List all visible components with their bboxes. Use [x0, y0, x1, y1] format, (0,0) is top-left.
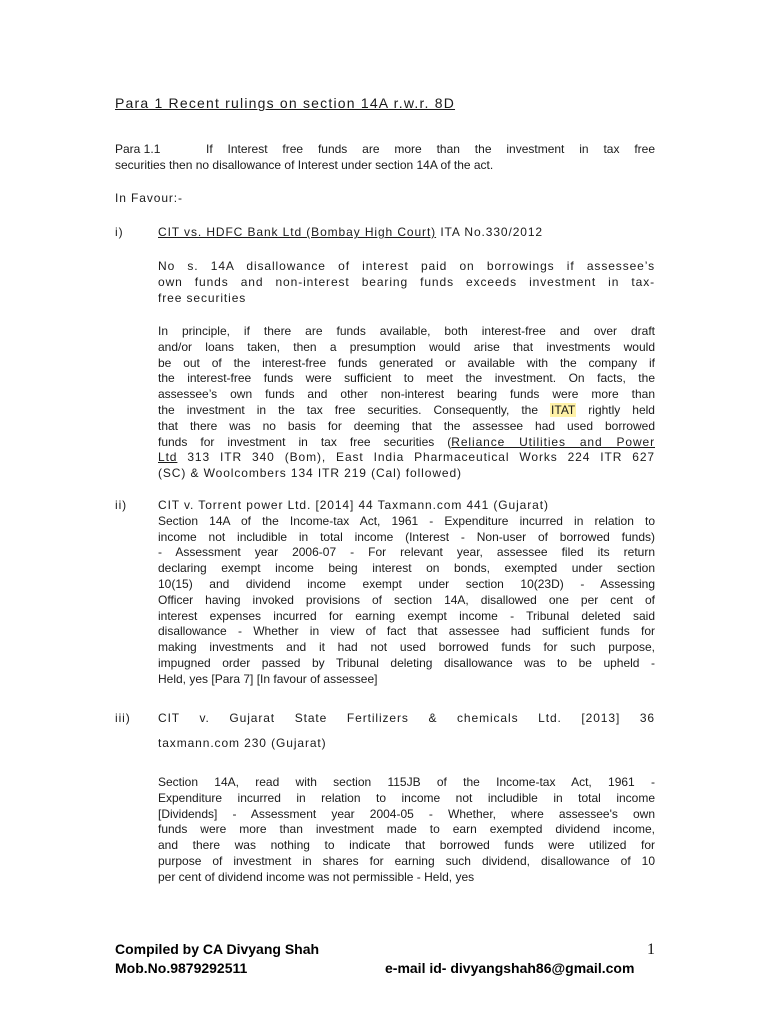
case2-title: CIT v. Torrent power Ltd. [2014] 44 Taxmann.com 441 (Gujarat)	[158, 498, 549, 512]
itat-highlight: ITAT	[551, 402, 576, 417]
para-1-1	[115, 142, 655, 174]
body-line-reliance	[158, 435, 655, 451]
body-line: making investments and it had not used borrowed funds for such purpose,	[158, 640, 655, 655]
body-line: impugned order passed by Tribunal deleting disallowance was to be upheld -	[158, 655, 655, 670]
body-line: funds were more than investment made to earn exempted dividend income,	[158, 822, 655, 837]
body-line: declaring exempt income being interest on bonds, exempted under section	[158, 561, 655, 576]
para-label: Para 1.1	[115, 142, 161, 156]
case3-title-line2: taxmann.com 230 (Gujarat)	[158, 736, 327, 750]
case-number: i)	[115, 225, 124, 239]
body-line: Section 14A, read with section 115JB of the Income-tax Act, 1961 -	[158, 775, 655, 789]
footer-mobile: Mob.No.9879292511	[115, 960, 248, 976]
para-line: securities then no disallowance of Interest under section 14A of the act.	[115, 158, 494, 172]
body-line: and/or loans taken, then a presumption would arise that investments would	[158, 339, 655, 354]
body-line-itat	[158, 403, 655, 419]
body-line: (SC) & Woolcombers 134 ITR 219 (Cal) followed)	[158, 466, 462, 481]
body-line: that there was no basis for deeming that the assessee had used borrowed	[158, 418, 655, 433]
page-number: 1	[647, 941, 655, 958]
footer-email: e-mail id- divyangshah86@gmail.com	[385, 960, 635, 976]
text-fragment: the investment in the tax free securities. Consequently, the	[158, 402, 551, 417]
text-fragment: 313 ITR 340 (Bom), East India Pharmaceutical Works 224 ITR 627	[177, 450, 655, 465]
reliance-link: Reliance Utilities and Power	[451, 434, 655, 449]
case3-title-line1: CIT v. Gujarat State Fertilizers & chemicals Ltd. [2013] 36	[158, 711, 655, 725]
text-fragment: rightly held	[576, 402, 655, 417]
body-line: be out of the interest-free funds generated or available with the company if	[158, 355, 655, 370]
body-line: [Dividends] - Assessment year 2004-05 - Whether, where assessee's own	[158, 806, 655, 821]
body-line: - Assessment year 2006-07 - For relevant year, assessee filed its return	[158, 545, 655, 560]
case-number: ii)	[115, 498, 128, 512]
footer-compiled-by: Compiled by CA Divyang Shah	[115, 941, 320, 957]
reliance-link-ltd: Ltd	[158, 450, 178, 465]
body-line: per cent of dividend income was not permissible - Held, yes	[158, 869, 475, 884]
body-line: interest expenses incurred for earning exempt income - Tribunal deleted said	[158, 608, 655, 623]
body-line: Held, yes [Para 7] [In favour of assessee]	[158, 671, 378, 686]
body-line: and there was nothing to indicate that borrowed funds were utilized for	[158, 838, 655, 853]
body-line: In principle, if there are funds available, both interest-free and over draft	[158, 324, 655, 338]
headnote-line: own funds and non-interest bearing funds exceeds investment in tax-	[158, 274, 655, 289]
case2-body	[158, 498, 655, 688]
text-fragment: funds for investment in tax free securities (	[158, 434, 452, 449]
case1-title	[158, 225, 543, 241]
body-line: purpose of investment in shares for earning such dividend, disallowance of 10	[158, 853, 655, 868]
body-line: Officer having invoked provisions of section 14A, disallowed one per cent of	[158, 592, 655, 607]
para-line: If Interest free funds are more than the investment in tax free	[206, 142, 655, 156]
in-favour-heading: In Favour:-	[115, 191, 183, 205]
body-line: income not includible in total income (Interest - Non-user of borrowed funds)	[158, 529, 655, 544]
body-line: the interest-free funds were sufficient to meet the investment. On facts, the	[158, 371, 655, 386]
headnote-line: No s. 14A disallowance of interest paid on borrowings if assessee’s	[158, 259, 655, 273]
page-title: Para 1 Recent rulings on section 14A r.w.r. 8D	[115, 95, 456, 111]
case1-body	[158, 324, 655, 482]
case-number: iii)	[115, 711, 131, 725]
body-line: assessee’s own funds and other non-interest bearing funds were more than	[158, 387, 655, 402]
body-line: disallowance - Whether in view of fact that assessee had sufficient funds for	[158, 624, 655, 639]
body-line: 10(15) and dividend income exempt under section 10(23D) - Assessing	[158, 576, 655, 591]
case1-name: CIT vs. HDFC Bank Ltd (Bombay High Court)	[158, 225, 437, 239]
body-line: Expenditure incurred in relation to income not includible in total income	[158, 790, 655, 805]
case1-citation: ITA No.330/2012	[436, 225, 544, 239]
body-line: Section 14A of the Income-tax Act, 1961 - Expenditure incurred in relation to	[158, 513, 655, 528]
headnote-line: free securities	[158, 290, 247, 305]
body-line-reliance-2	[158, 450, 655, 466]
case1-headnote	[158, 259, 655, 306]
case3-body	[158, 775, 655, 886]
